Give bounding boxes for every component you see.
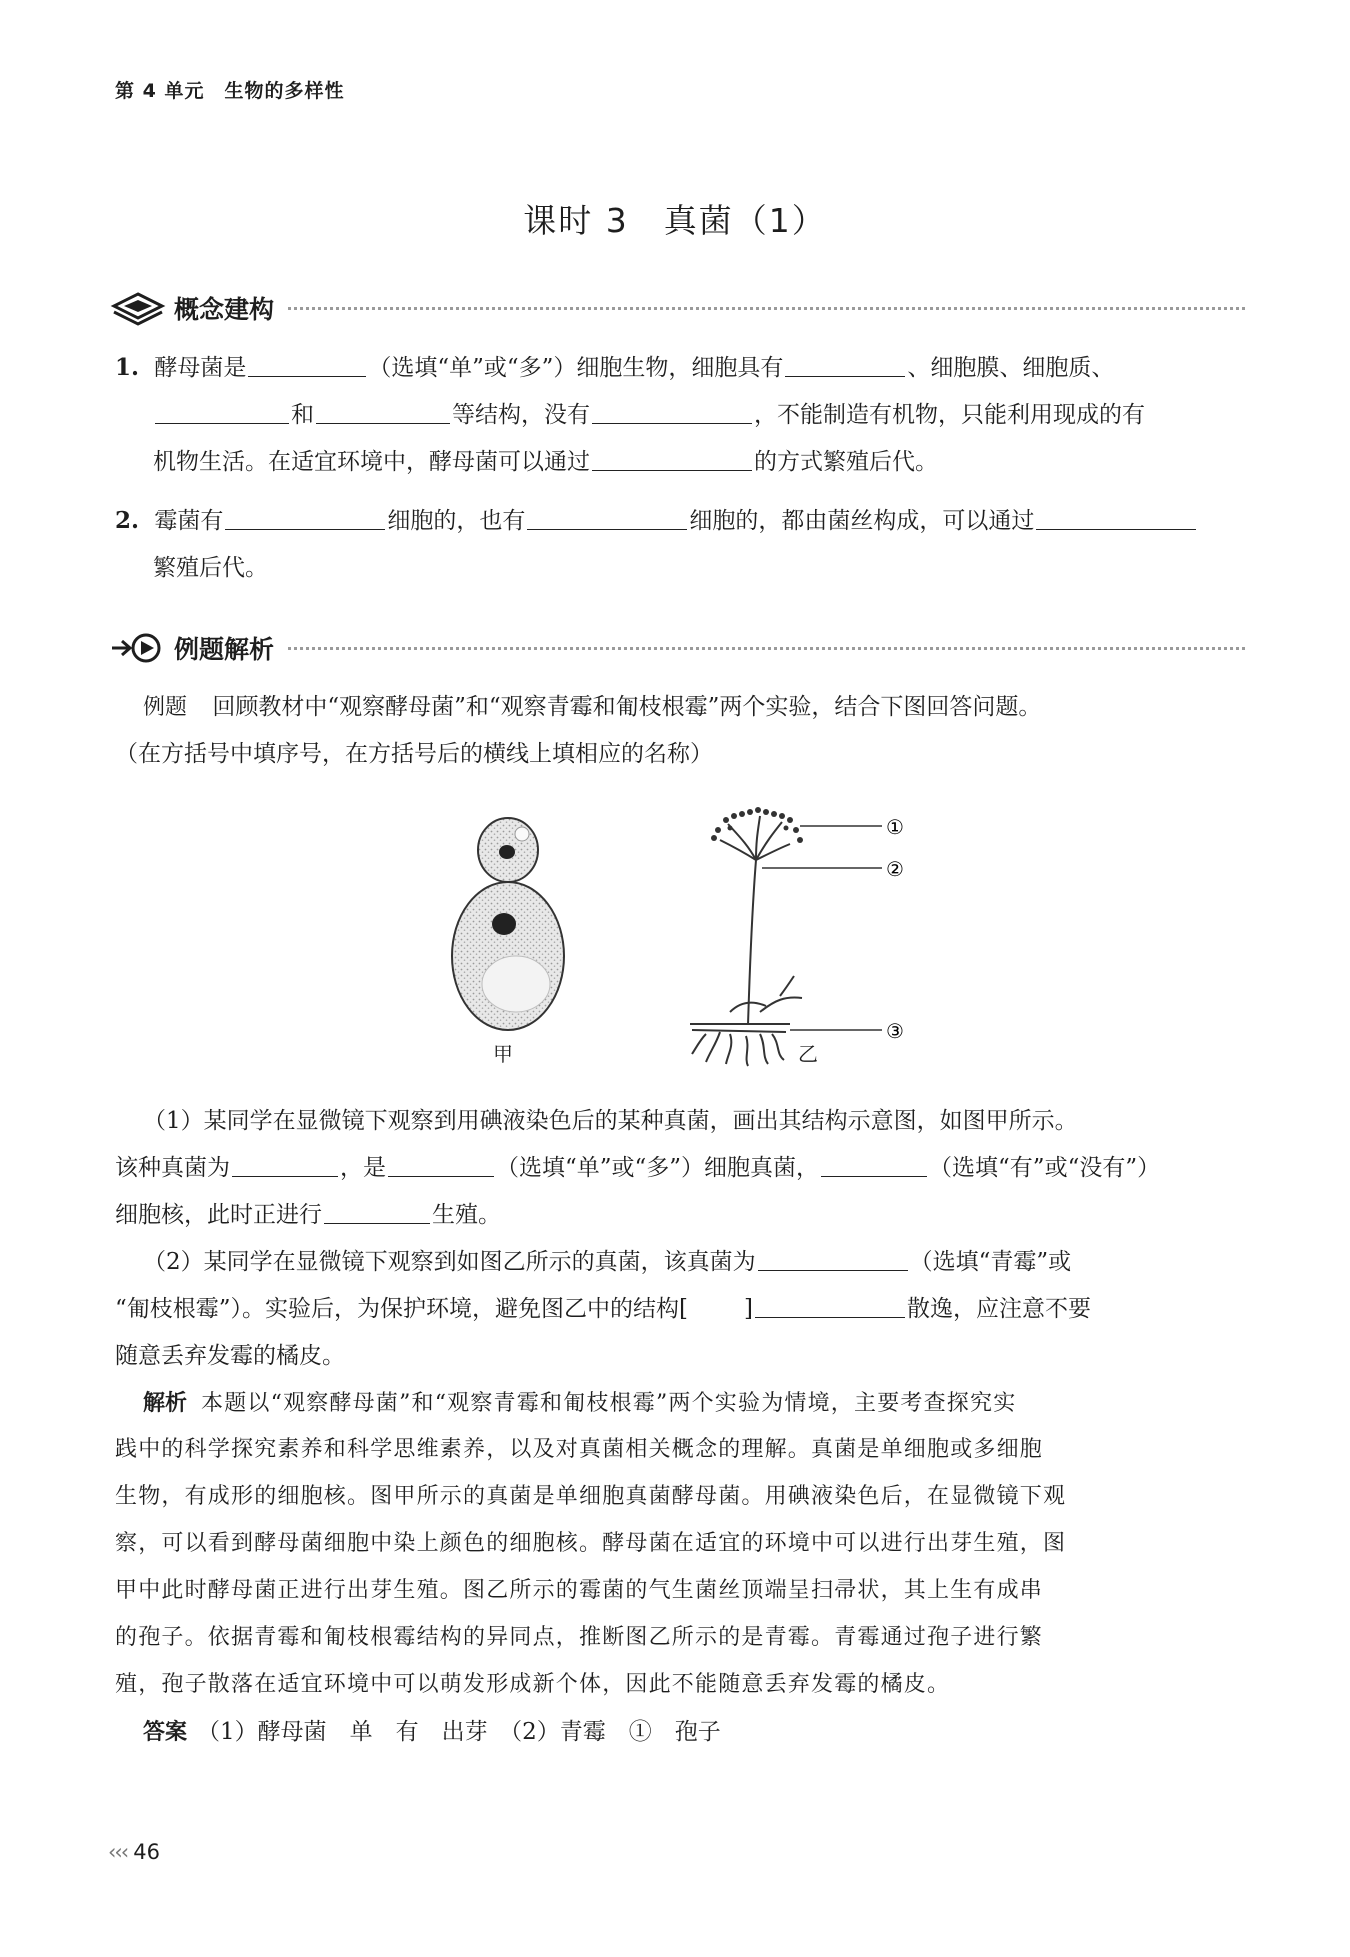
lesson-title: 课时 3 真菌（1）	[523, 201, 827, 240]
page-footer	[108, 1840, 160, 1864]
text: 散逸，应注意不要	[906, 1296, 1091, 1322]
text: 随意丢弃发霉的橘皮。	[115, 1343, 345, 1369]
part-2-line-3	[115, 1333, 1245, 1379]
answer-blank[interactable]	[316, 399, 450, 424]
figure-marker-1: ①	[886, 815, 904, 839]
answer-blank[interactable]	[388, 1152, 494, 1177]
part-2-line-2	[115, 1286, 1245, 1332]
part-1-line-2	[115, 1145, 1245, 1191]
text: （选填“单”或“多”）细胞生物，细胞具有	[368, 355, 784, 381]
section-title-example: 例题解析	[174, 635, 275, 664]
text: 细胞核，此时正进行	[115, 1202, 322, 1228]
text: 生殖。	[432, 1202, 501, 1228]
answer-blank[interactable]	[821, 1152, 927, 1177]
question-2-line-2	[153, 545, 1245, 591]
analysis-line-7: 殖，孢子散落在适宜环境中可以萌发形成新个体，因此不能随意丢弃发霉的橘皮。	[115, 1672, 951, 1697]
analysis-line-4: 察，可以看到酵母菌细胞中染上颜色的细胞核。酵母菌在适宜的环境中可以进行出芽生殖，图	[115, 1531, 1067, 1556]
text: 和	[291, 402, 314, 428]
section-header-example	[110, 628, 1245, 668]
question-number: 1.	[115, 354, 140, 381]
answer-blank[interactable]	[592, 446, 752, 471]
answer-label: 答案	[143, 1720, 188, 1745]
question-1-line-1	[115, 345, 1245, 391]
section-header-concept	[110, 288, 1245, 328]
penicillium-illustration	[690, 807, 882, 1066]
example-label: 例题	[143, 695, 188, 720]
text: 酵母菌是	[154, 355, 247, 381]
part-1-line-3	[115, 1192, 1245, 1238]
text: 繁殖后代。	[153, 555, 268, 581]
part-1-line-1	[143, 1098, 1245, 1144]
text: 回顾教材中“观察酵母菌”和“观察青霉和匍枝根霉”两个实验，结合下图回答问题。	[212, 694, 1042, 720]
text: （选填“青霉”或	[909, 1249, 1072, 1275]
text: 等结构，没有	[452, 402, 590, 428]
answer-blank[interactable]	[527, 505, 687, 530]
answer-blank[interactable]	[232, 1152, 338, 1177]
dotted-divider	[288, 647, 1245, 650]
text: 的方式繁殖后代。	[754, 449, 938, 475]
text: 、细胞膜、细胞质、	[907, 355, 1115, 381]
analysis-line-1	[143, 1380, 1245, 1426]
text: 本题以“观察酵母菌”和“观察青霉和匍枝根霉”两个实验为情境，主要考查探究实	[201, 1391, 1017, 1416]
answer-blank[interactable]	[225, 505, 385, 530]
text: 细胞的，都由菌丝构成，可以通过	[689, 508, 1035, 534]
part-2-line-1	[143, 1239, 1245, 1285]
answer-blank[interactable]	[248, 352, 366, 377]
text: （1）某同学在显微镜下观察到用碘液染色后的某种真菌，画出其结构示意图，如图甲所示。	[143, 1108, 1078, 1134]
answer-blank[interactable]	[755, 1293, 905, 1318]
text: 霉菌有	[154, 508, 224, 534]
question-number: 2.	[115, 507, 140, 534]
unit-header: 第 4 单元 生物的多样性	[115, 80, 345, 102]
answer-line	[143, 1709, 1245, 1755]
analysis-label: 解析	[143, 1391, 188, 1416]
example-line-1	[143, 684, 1245, 730]
text: “匍枝根霉”）。实验后，为保护环境，避免图乙中的结构[	[115, 1296, 688, 1322]
section-title-concept: 概念建构	[174, 295, 275, 324]
page-number: 46	[133, 1840, 160, 1864]
text: （2）某同学在显微镜下观察到如图乙所示的真菌，该真菌为	[143, 1249, 756, 1275]
answer-blank[interactable]	[324, 1199, 430, 1224]
question-1-line-3	[153, 439, 1245, 485]
analysis-line-2: 践中的科学探究素养和科学思维素养，以及对真菌相关概念的理解。真菌是单细胞或多细胞	[115, 1437, 1044, 1462]
analysis-line-6: 的孢子。依据青霉和匍枝根霉结构的异同点，推断图乙所示的是青霉。青霉通过孢子进行繁	[115, 1625, 1044, 1650]
text: ，不能制造有机物，只能利用现成的有	[754, 402, 1145, 428]
analysis-line-5: 甲中此时酵母菌正进行出芽生殖。图乙所示的霉菌的气生菌丝顶端呈扫帚状，其上生有成串	[115, 1578, 1044, 1603]
text: （选填“有”或“没有”）	[929, 1155, 1161, 1181]
text: 细胞的，也有	[387, 508, 526, 534]
yeast-cell-illustration	[452, 818, 564, 1030]
figure-caption-jia: 甲	[493, 1042, 513, 1066]
text: ]	[744, 1296, 753, 1322]
text: 机物生活。在适宜环境中，酵母菌可以通过	[153, 449, 590, 475]
figure-caption-yi: 乙	[798, 1042, 818, 1066]
analysis-line-3: 生物，有成形的细胞核。图甲所示的真菌是单细胞真菌酵母菌。用碘液染色后，在显微镜下观	[115, 1484, 1067, 1509]
answer-blank[interactable]	[155, 399, 289, 424]
text: 该种真菌为	[115, 1155, 230, 1181]
question-1-line-2	[153, 392, 1245, 438]
answer-blank[interactable]	[785, 352, 905, 377]
question-2-line-1	[115, 498, 1245, 544]
figure-marker-2: ②	[886, 857, 904, 881]
example-line-2	[115, 731, 1245, 777]
chevron-left-icon: ‹‹‹	[108, 1840, 128, 1864]
text: ，是	[340, 1155, 386, 1181]
answer-blank[interactable]	[1036, 505, 1196, 530]
fungi-figures	[430, 800, 950, 1070]
layered-diamond-icon	[110, 290, 166, 326]
figure-marker-3: ③	[886, 1019, 904, 1043]
arrow-play-icon	[110, 630, 166, 666]
text: （选填“单”或“多”）细胞真菌，	[496, 1155, 820, 1181]
text: （在方括号中填序号，在方括号后的横线上填相应的名称）	[115, 741, 713, 767]
answer-text: （1）酵母菌 单 有 出芽 （2）青霉 ① 孢子	[197, 1719, 721, 1745]
dotted-divider	[288, 307, 1245, 310]
answer-blank[interactable]	[758, 1246, 908, 1271]
answer-blank[interactable]	[592, 399, 752, 424]
